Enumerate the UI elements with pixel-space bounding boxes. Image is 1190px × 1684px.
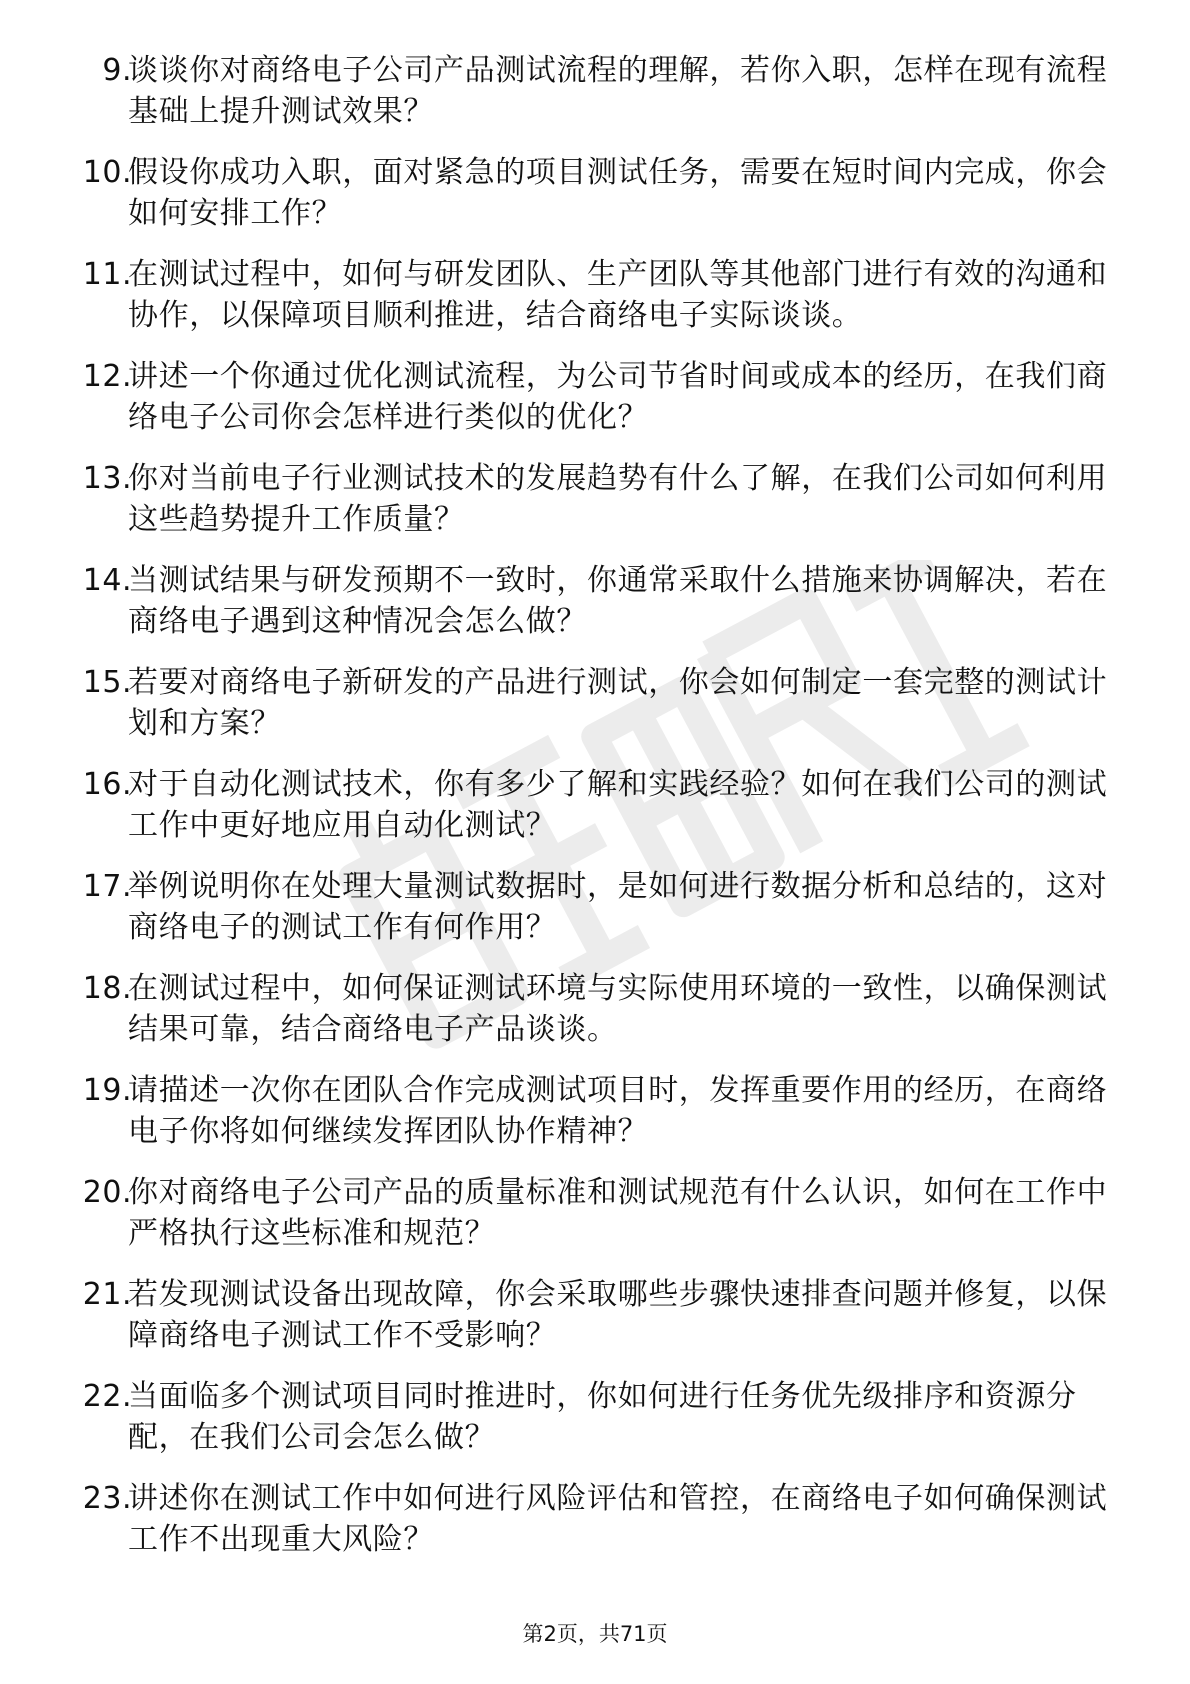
question-item xyxy=(0,968,1190,1070)
question-item xyxy=(0,356,1190,458)
question-text: 讲述你在测试工作中如何进行风险评估和管控，在商络电子如何确保测试工作不出现重大风险？ xyxy=(128,1481,1108,1557)
question-item xyxy=(0,152,1190,254)
question-item xyxy=(0,560,1190,662)
question-item xyxy=(0,254,1190,356)
question-number: 11. xyxy=(82,257,132,292)
question-number: 17. xyxy=(82,869,132,904)
question-number: 9. xyxy=(102,53,132,88)
page-number-label: 第2页，共71页 xyxy=(522,1622,668,1646)
question-item xyxy=(0,764,1190,866)
question-number: 20. xyxy=(82,1175,132,1210)
question-item xyxy=(0,1070,1190,1172)
question-list xyxy=(0,50,1190,1580)
question-item xyxy=(0,1376,1190,1478)
question-text: 你对商络电子公司产品的质量标准和测试规范有什么认识，如何在工作中严格执行这些标准和规范？ xyxy=(128,1175,1108,1251)
question-text: 你对当前电子行业测试技术的发展趋势有什么了解，在我们公司如何利用这些趋势提升工作质量？ xyxy=(128,461,1108,537)
question-number: 12. xyxy=(82,359,132,394)
question-item xyxy=(0,1478,1190,1580)
question-text: 在测试过程中，如何与研发团队、生产团队等其他部门进行有效的沟通和协作，以保障项目顺利推进，结合商络电子实际谈谈。 xyxy=(128,257,1108,333)
question-item xyxy=(0,50,1190,152)
question-number: 21. xyxy=(82,1277,132,1312)
question-item xyxy=(0,458,1190,560)
question-text: 对于自动化测试技术，你有多少了解和实践经验？如何在我们公司的测试工作中更好地应用自动化测试？ xyxy=(128,767,1108,843)
question-number: 22. xyxy=(82,1379,132,1414)
question-item xyxy=(0,662,1190,764)
question-text: 谈谈你对商络电子公司产品测试流程的理解，若你入职，怎样在现有流程基础上提升测试效果？ xyxy=(128,53,1108,129)
question-item xyxy=(0,866,1190,968)
question-number: 14. xyxy=(82,563,132,598)
question-text: 在测试过程中，如何保证测试环境与实际使用环境的一致性，以确保测试结果可靠，结合商络电子产品谈谈。 xyxy=(128,971,1108,1047)
question-text: 讲述一个你通过优化测试流程，为公司节省时间或成本的经历，在我们商络电子公司你会怎样进行类似的优化？ xyxy=(128,359,1108,435)
question-number: 13. xyxy=(82,461,132,496)
question-text: 假设你成功入职，面对紧急的项目测试任务，需要在短时间内完成，你会如何安排工作？ xyxy=(128,155,1108,231)
page-footer xyxy=(0,1621,1190,1647)
question-text: 若要对商络电子新研发的产品进行测试，你会如何制定一套完整的测试计划和方案？ xyxy=(128,665,1108,741)
question-number: 23. xyxy=(82,1481,132,1516)
question-text: 举例说明你在处理大量测试数据时，是如何进行数据分析和总结的，这对商络电子的测试工作有何作用？ xyxy=(128,869,1108,945)
question-number: 10. xyxy=(82,155,132,190)
question-number: 18. xyxy=(82,971,132,1006)
question-text: 请描述一次你在团队合作完成测试项目时，发挥重要作用的经历，在商络电子你将如何继续发挥团队协作精神？ xyxy=(128,1073,1108,1149)
question-item xyxy=(0,1274,1190,1376)
question-number: 19. xyxy=(82,1073,132,1108)
question-text: 当测试结果与研发预期不一致时，你通常采取什么措施来协调解决，若在商络电子遇到这种情况会怎么做？ xyxy=(128,563,1108,639)
question-text: 若发现测试设备出现故障，你会采取哪些步骤快速排查问题并修复，以保障商络电子测试工作不受影响？ xyxy=(128,1277,1108,1353)
question-number: 16. xyxy=(82,767,132,802)
question-text: 当面临多个测试项目同时推进时，你如何进行任务优先级排序和资源分配，在我们公司会怎么做？ xyxy=(128,1379,1077,1455)
question-number: 15. xyxy=(82,665,132,700)
question-item xyxy=(0,1172,1190,1274)
